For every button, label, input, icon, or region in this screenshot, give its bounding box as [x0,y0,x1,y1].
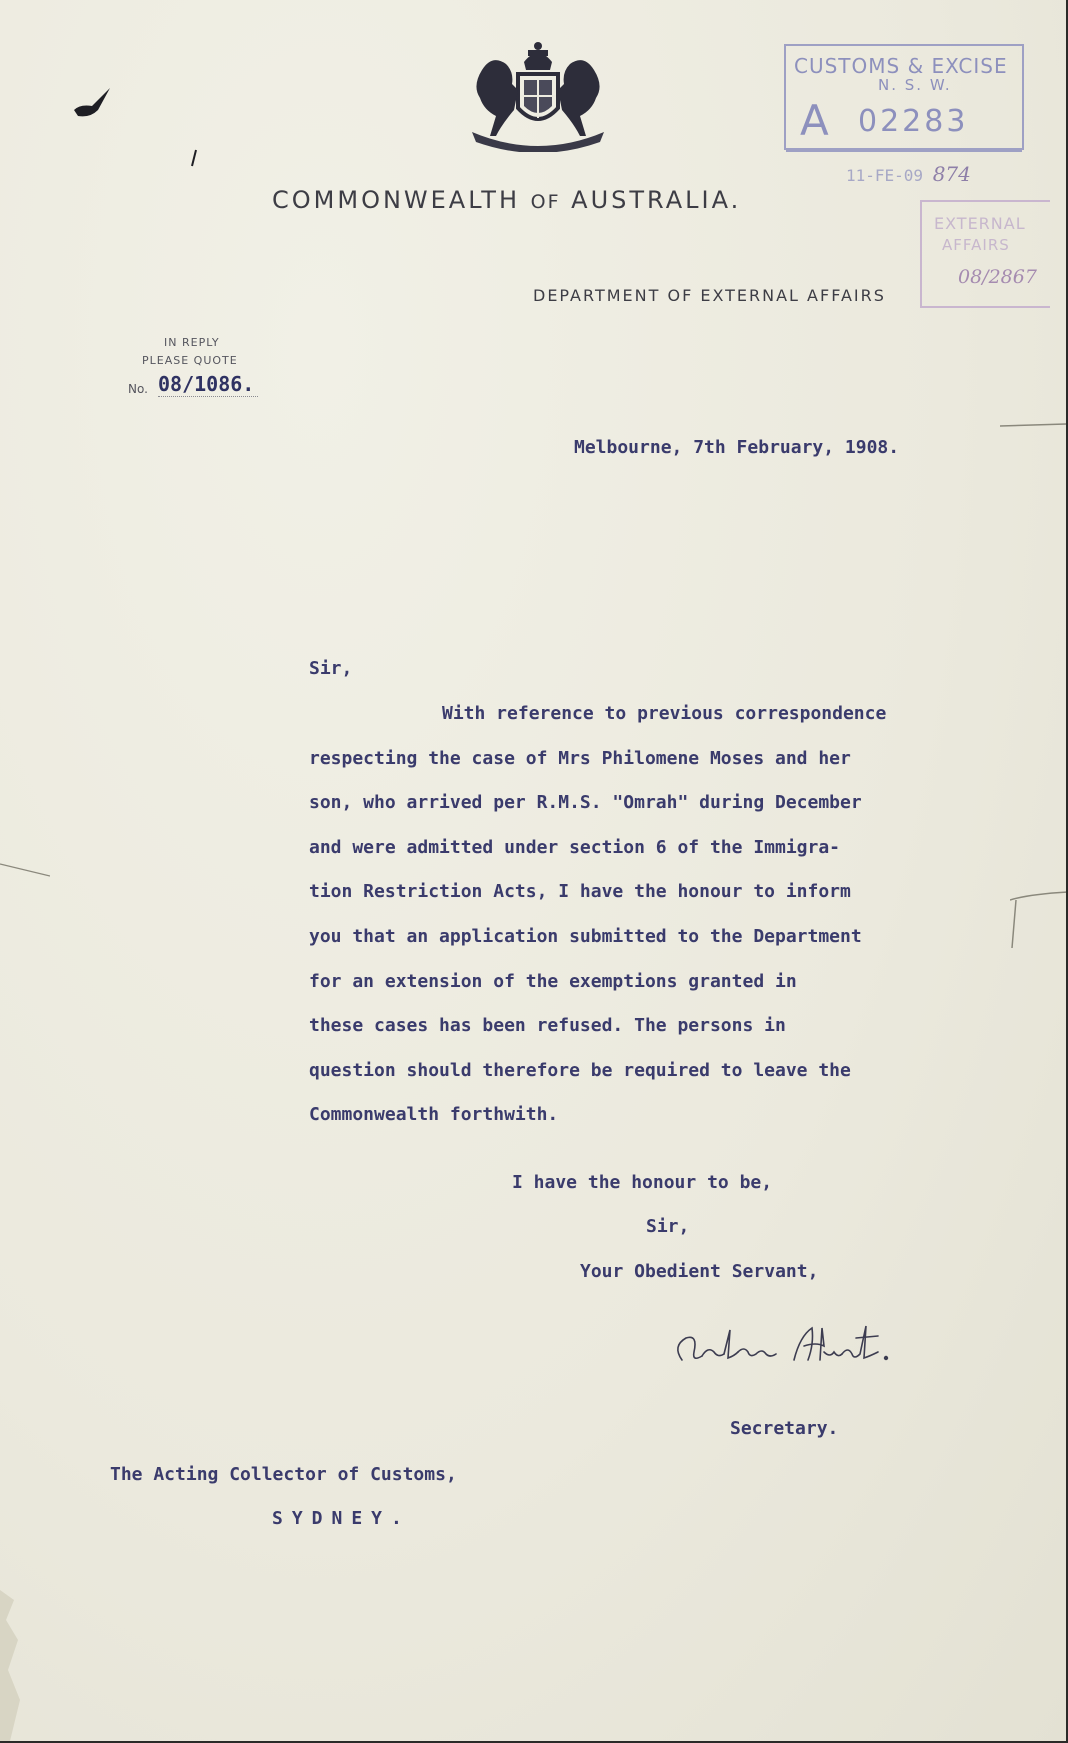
torn-edge-icon [0,1590,40,1741]
salutation: Sir, [309,658,353,679]
body-line: respecting the case of Mrs Philomene Moses and her [309,748,851,769]
letterhead-title-main: COMMONWEALTH [272,186,520,214]
reply-line1: IN REPLY [164,336,220,349]
letterhead-title [272,186,741,214]
coat-of-arms-icon [462,40,614,152]
customs-stamp-rule [786,150,1022,152]
external-affairs-stamp [920,200,1050,308]
letterhead-title-of: OF [530,191,561,213]
body-line: Commonwealth forthwith. [309,1104,559,1125]
body-line: and were admitted under section 6 of the Immigra- [309,837,841,858]
signature [664,1316,904,1376]
customs-stamp [784,44,1024,150]
customs-stamp-line1: CUSTOMS & EXCISE [794,54,1008,78]
closing-line1: I have the honour to be, [512,1172,773,1193]
customs-stamp-letter: A [800,96,829,145]
letterhead-title-end: AUSTRALIA. [571,186,742,214]
reply-reference-number: 08/1086. [158,372,258,397]
body-line: question should therefore be required to leave the [309,1060,851,1081]
ink-speck-icon [190,148,200,168]
fold-line-icon [1000,420,1066,430]
addressee: The Acting Collector of Customs, [110,1464,457,1485]
closing-line2: Sir, [646,1216,690,1237]
reply-line2: PLEASE QUOTE [142,354,238,367]
fold-corner-icon [1010,890,1066,950]
reply-no-label: No. [128,382,148,396]
body-line: son, who arrived per R.M.S. "Omrah" during December [309,792,862,813]
ink-mark-icon [70,84,120,128]
closing-line3: Your Obedient Servant, [580,1261,819,1282]
external-stamp-line1: EXTERNAL [934,214,1026,233]
letter-date: Melbourne, 7th February, 1908. [574,437,900,458]
body-line: With reference to previous correspondence [442,703,887,724]
customs-stamp-line2: N. S. W. [878,76,952,94]
body-line: these cases has been refused. The persons in [309,1015,786,1036]
external-stamp-ref: 08/2867 [958,266,1037,288]
date-stamp-partial: 11-FE-09 [846,166,924,185]
body-line: you that an application submitted to the Department [309,926,862,947]
external-stamp-line2: AFFAIRS [942,236,1010,254]
date-stamp-handwritten: 874 [932,162,971,186]
body-line: for an extension of the exemptions granted in [309,971,797,992]
department-name: DEPARTMENT OF EXTERNAL AFFAIRS [533,286,886,305]
date-stamp [846,162,971,186]
body-line: tion Restriction Acts, I have the honour to inform [309,881,851,902]
customs-stamp-number: 02283 [858,104,969,139]
signatory-title: Secretary. [730,1418,839,1439]
addressee-city: SYDNEY. [272,1508,411,1529]
fold-line-left-icon [0,860,50,880]
